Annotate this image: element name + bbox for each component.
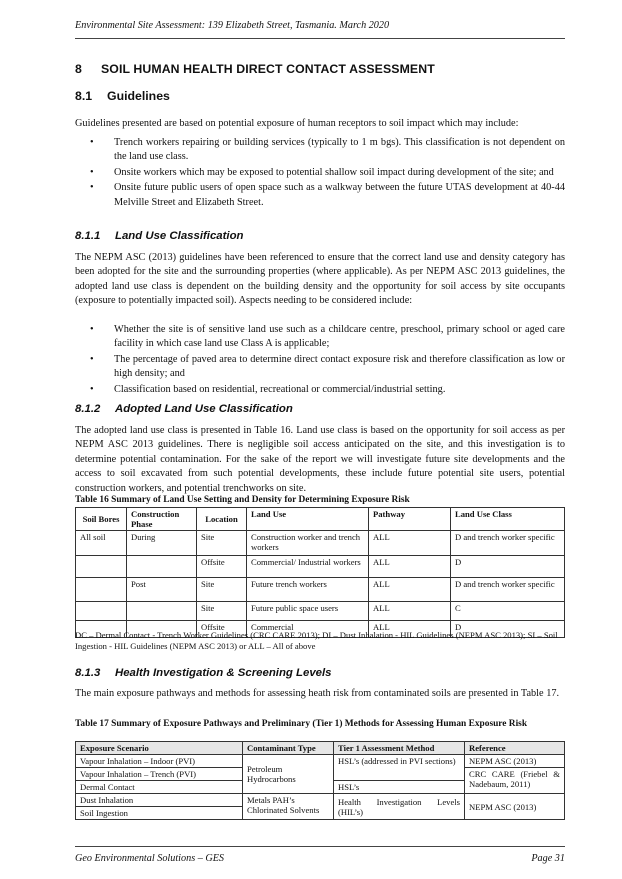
page-header: Environmental Site Assessment: 139 Elizabeth Street, Tasmania. March 2020 — [75, 20, 390, 31]
section-8-heading — [75, 62, 435, 76]
section-number: 8.1 — [75, 89, 93, 103]
table-17 — [75, 741, 565, 820]
table-row — [76, 794, 565, 807]
section-title: Land Use Classification — [115, 230, 244, 242]
header-rule — [75, 38, 565, 39]
table-row — [76, 755, 565, 768]
footer-company: Geo Environmental Solutions – GES — [75, 853, 225, 864]
table-cell: Metals PAH’s Chlorinated Solvents — [243, 794, 334, 820]
table-16-note: DC – Dermal Contact - Trench Worker Guidelines (CRC CARE 2013); DI – Dust Inhalation - HIL Guidelines (NEPM ASC 2013); SI – Soil Ingestion - HIL Guidelines (NEPM ASC 2013) or ALL – All of above — [75, 630, 558, 651]
table-row — [76, 602, 565, 621]
list-item: • The percentage of paved area to determine direct contact exposure risk and therefore classification as low or high density; and — [90, 353, 565, 380]
table-cell: Vapour Inhalation – Indoor (PVI) — [76, 755, 243, 768]
page-number: Page 31 — [531, 853, 565, 864]
section-number: 8.1.3 — [75, 667, 101, 679]
table-cell: Health Investigation Levels (HIL’s) — [334, 794, 465, 820]
guidelines-bullets — [75, 136, 565, 211]
table-cell: Site — [197, 602, 247, 621]
column-header: Tier 1 Assessment Method — [334, 742, 465, 755]
table-cell — [127, 556, 197, 578]
table-cell: Post — [127, 578, 197, 602]
table-cell: Offsite — [197, 556, 247, 578]
table-cell: HSL’s (addressed in PVI sections) — [334, 755, 465, 781]
table-cell: D — [451, 556, 565, 578]
table-cell: Future trench workers — [247, 578, 369, 602]
table-cell: ALL — [369, 621, 451, 638]
table-cell: HSL’s — [334, 781, 465, 794]
table-cell: Vapour Inhalation – Trench (PVI) — [76, 768, 243, 781]
table-cell: Offsite — [197, 621, 247, 638]
table-cell: D — [451, 621, 565, 638]
table-row — [76, 578, 565, 602]
column-header: Land Use Class — [451, 508, 565, 531]
table-cell: ALL — [369, 602, 451, 621]
section-title: Adopted Land Use Classification — [115, 403, 293, 415]
table-cell — [76, 602, 127, 621]
column-header: Location — [197, 508, 247, 531]
section-8-1-heading — [75, 89, 170, 103]
column-header: Pathway — [369, 508, 451, 531]
section-number: 8 — [75, 62, 82, 76]
table-cell: During — [127, 531, 197, 556]
table-cell — [76, 556, 127, 578]
column-header: Contaminant Type — [243, 742, 334, 755]
list-item: • Classification based on residential, recreational or commercial/industrial setting. — [90, 383, 446, 395]
table-cell: Dermal Contact — [76, 781, 243, 794]
table-cell: NEPM ASC (2013) — [465, 755, 565, 768]
table-cell: Site — [197, 531, 247, 556]
list-item: • Whether the site is of sensitive land use such as a childcare centre, preschool, primary school or aged care facility in which case land use Class A is applicable; — [90, 324, 565, 350]
section-title: Health Investigation & Screening Levels — [115, 667, 332, 679]
table-cell: D and trench worker specific — [451, 531, 565, 556]
table-cell — [127, 602, 197, 621]
table-16-caption: Table 16 Summary of Land Use Setting and Density for Determining Exposure Risk — [75, 495, 410, 505]
table-cell: ALL — [369, 531, 451, 556]
column-header: Construction Phase — [127, 508, 197, 531]
footer-rule — [75, 846, 565, 847]
table-cell: ALL — [369, 556, 451, 578]
table-cell: CRC CARE (Friebel & Nadebaum, 2011) — [465, 768, 565, 794]
table-cell: Commercial/ Industrial workers — [247, 556, 369, 578]
guidelines-intro: Guidelines presented are based on potential exposure of human receptors to soil impact which may include: — [75, 118, 519, 129]
section-number: 8.1.1 — [75, 230, 101, 242]
table-header-row — [76, 508, 565, 531]
adopted-land-use-paragraph: The adopted land use class is presented in Table 16. Land use class is based on the opportunity for soil access as per NEPM ASC 2013 guidelines. There is negligible soil access anticipated on the site, and this investigation is to determine potential contamination. For the sake of the report we will investigate future site developments and the access to soil excavated from such potential developments, these include future potential site users, potential construction workers, and potential trenchworks on site. — [75, 425, 565, 494]
table-cell: All soil — [76, 531, 127, 556]
table-cell: Site — [197, 578, 247, 602]
table-cell: Petroleum Hydrocarbons — [243, 755, 334, 794]
table-cell: Construction worker and trench workers — [247, 531, 369, 556]
land-use-paragraph: The NEPM ASC (2013) guidelines have been referenced to ensure that the correct land use and density category has been adopted for the site and the surrounding properties (where applicable). As per NEPM ASC 2013 guidelines, the adopted land use class is dependent on the building density and the opportunity for soil access by site occupants (exposure to potentially impacted soil). Aspects needing to be considered include: — [75, 252, 565, 307]
table-cell: C — [451, 602, 565, 621]
column-header: Exposure Scenario — [76, 742, 243, 755]
list-item: • Onsite workers which may be exposed to potential shallow soil impact during development of the site; and — [90, 166, 554, 178]
section-number: 8.1.2 — [75, 403, 101, 415]
column-header: Land Use — [247, 508, 369, 531]
list-item: • Onsite future public users of open space such as a walkway between the future UTAS development at 40-44 Melville Street and Elizabeth Street. — [90, 182, 565, 208]
table-cell: Future public space users — [247, 602, 369, 621]
table-cell: ALL — [369, 578, 451, 602]
table-cell: NEPM ASC (2013) — [465, 794, 565, 820]
table-cell: Dust Inhalation — [76, 794, 243, 807]
section-8-1-3-heading — [75, 667, 331, 679]
section-8-1-2-heading — [75, 403, 293, 415]
list-item: • Trench workers repairing or building services (typically to 1 m bgs). This classification is not dependent on the land use class. — [90, 137, 565, 163]
health-investigation-paragraph: The main exposure pathways and methods for assessing heath risk from contaminated soils are presented in Table 17. — [75, 688, 560, 699]
table-header-row — [76, 742, 565, 755]
section-title: SOIL HUMAN HEALTH DIRECT CONTACT ASSESSMENT — [101, 62, 435, 76]
section-title: Guidelines — [107, 89, 170, 103]
table-cell — [76, 578, 127, 602]
table-row — [76, 556, 565, 578]
table-cell: Soil Ingestion — [76, 807, 243, 820]
table-cell: Commercial — [247, 621, 369, 638]
column-header: Soil Bores — [76, 508, 127, 531]
section-8-1-1-heading — [75, 230, 244, 242]
column-header: Reference — [465, 742, 565, 755]
table-16 — [75, 507, 565, 638]
table-cell: D and trench worker specific — [451, 578, 565, 602]
table-row — [76, 531, 565, 556]
table-17-caption: Table 17 Summary of Exposure Pathways and Preliminary (Tier 1) Methods for Assessing Human Exposure Risk — [75, 719, 528, 729]
land-use-bullets — [75, 323, 565, 398]
